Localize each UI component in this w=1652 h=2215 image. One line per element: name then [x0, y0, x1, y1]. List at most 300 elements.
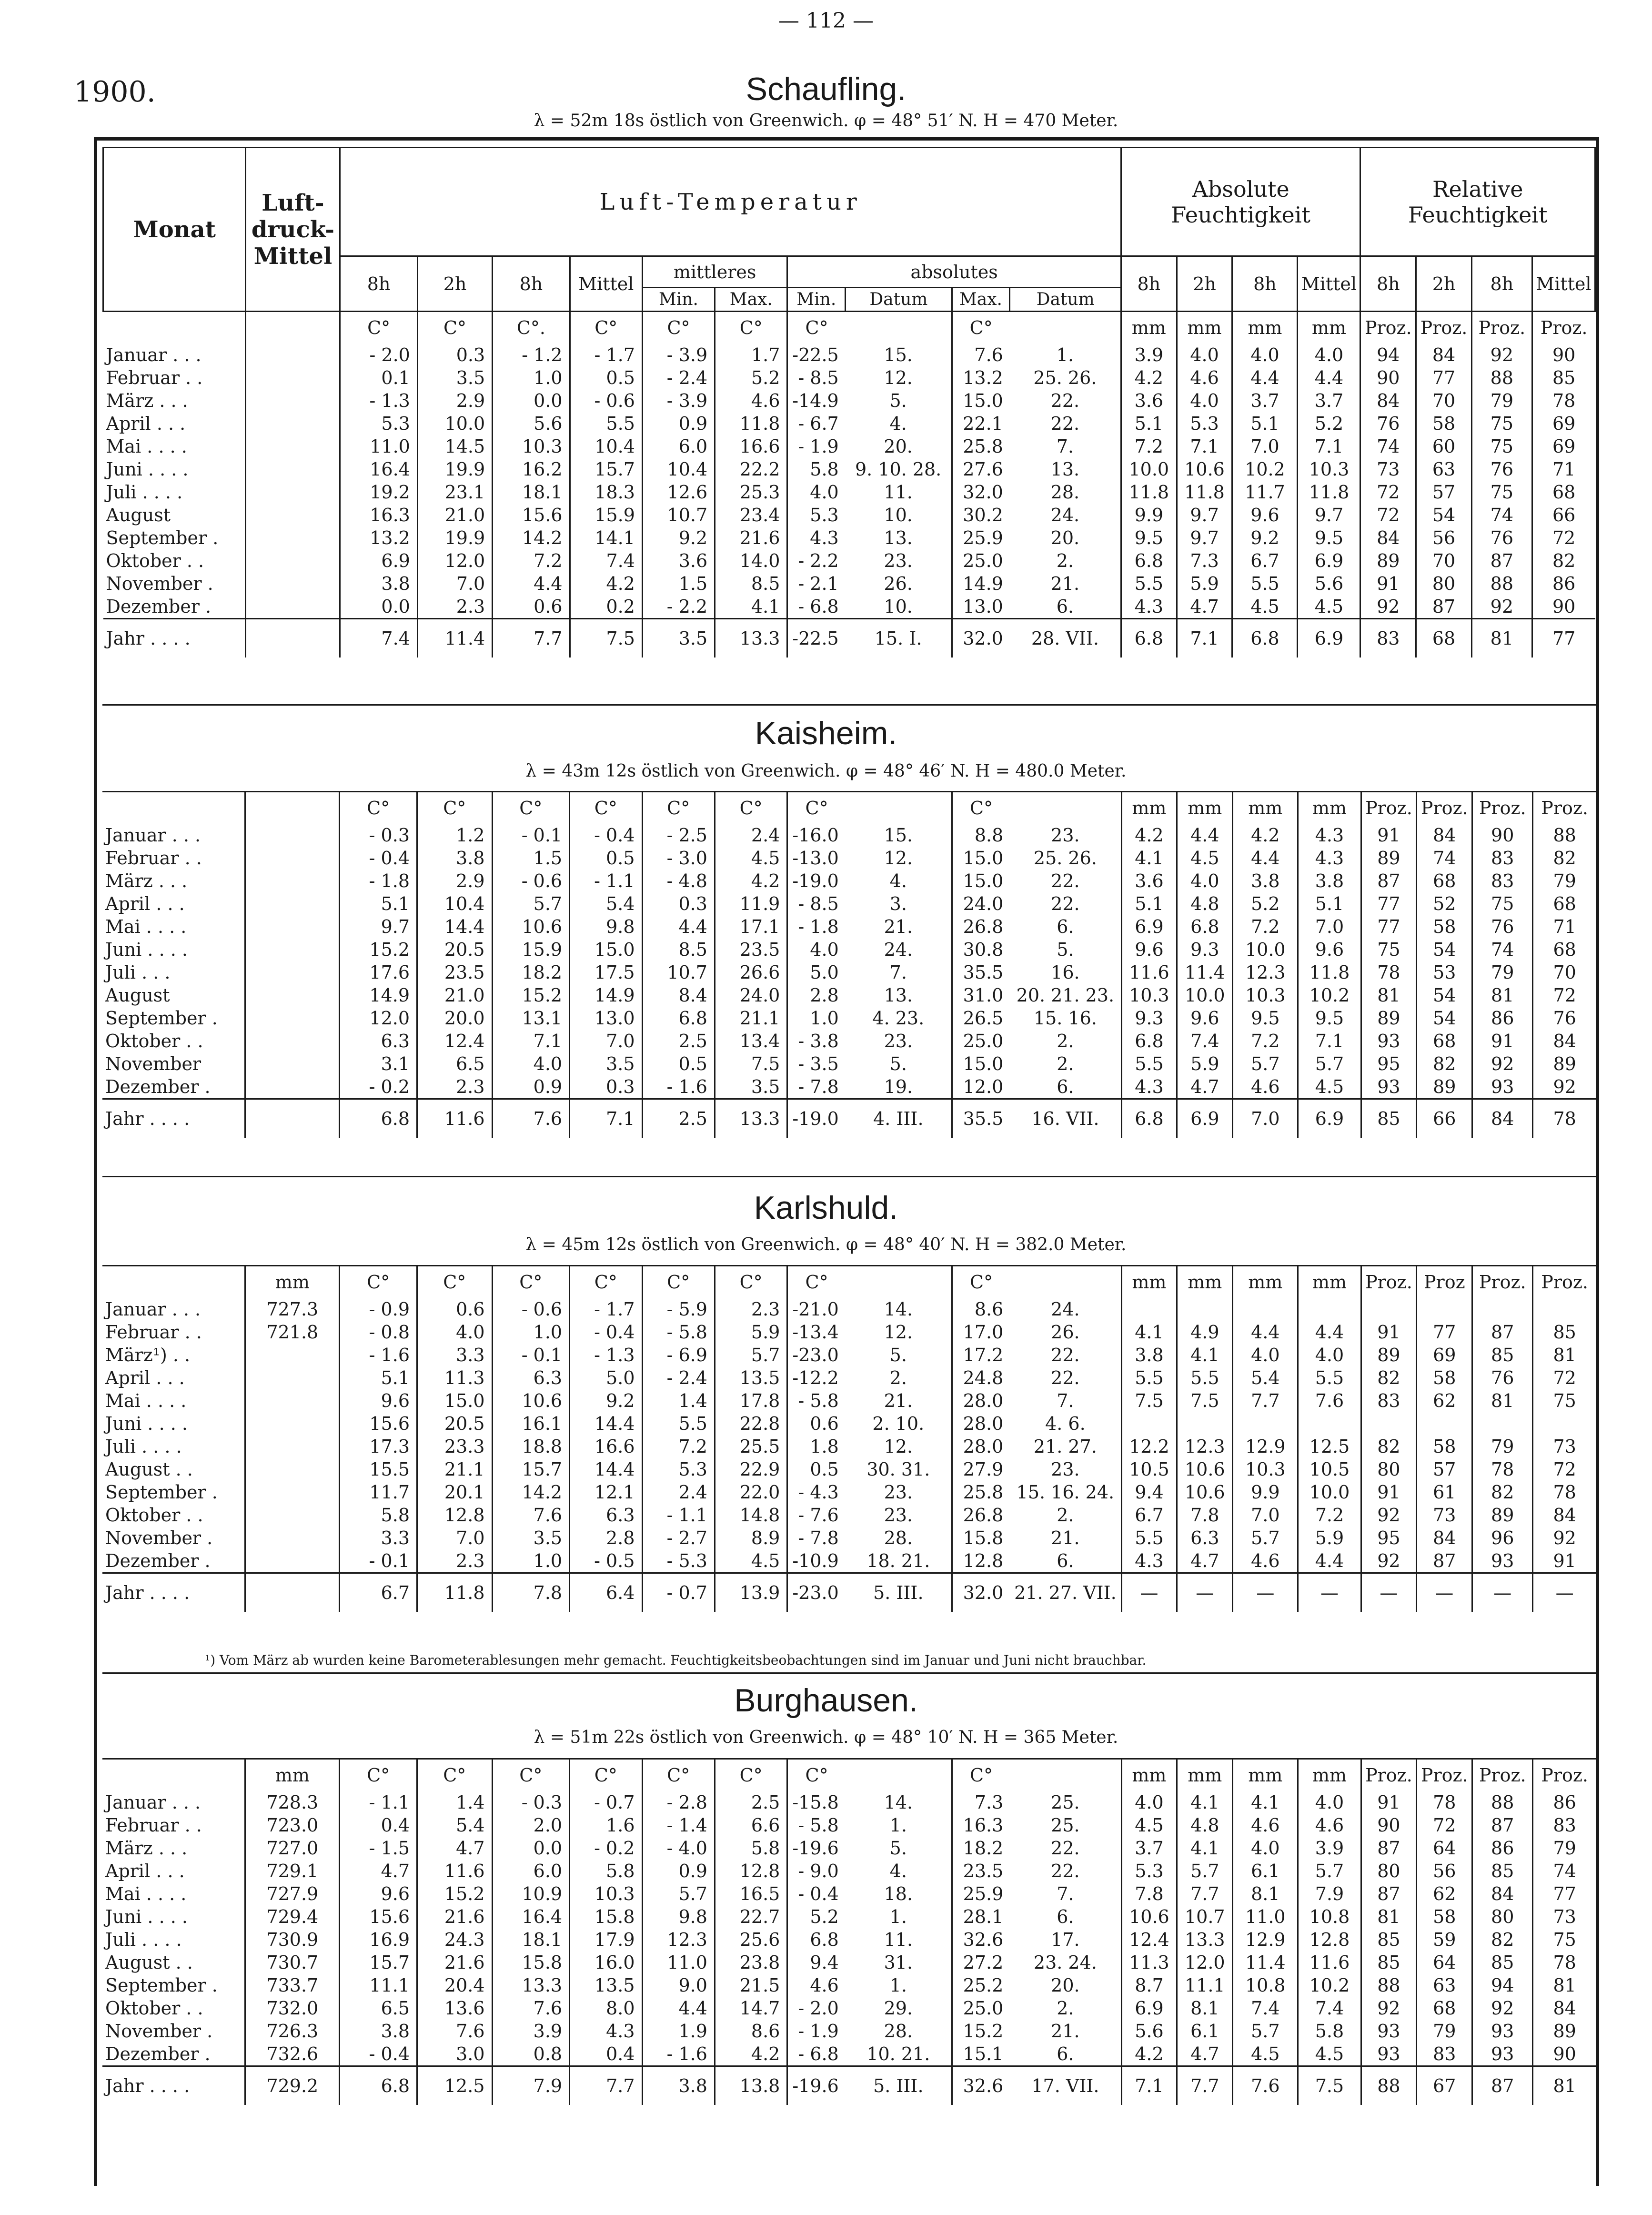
cell-abs-min-datum: 5.: [889, 1345, 907, 1365]
cell-relf-2h: 64: [1417, 1951, 1472, 1974]
table-row: [102, 824, 1596, 847]
col-relative-feuchtigkeit: [1360, 148, 1595, 256]
unit-cell: Proz.: [1472, 792, 1533, 824]
cell-temp-2h: 2.9: [417, 389, 492, 412]
cell-absf-mittel: 5.8: [1298, 2020, 1361, 2043]
cell-abs-max-datum: 20.: [1051, 1975, 1080, 1996]
cell-abs-max: 22.1: [952, 412, 1010, 435]
cell-relf-2h: 79: [1417, 2020, 1472, 2043]
cell-mittel-min: 6.0: [642, 435, 715, 458]
cell-abs-max-datum: 21.: [1050, 573, 1080, 594]
cell-absf-2h: 4.0: [1177, 870, 1233, 892]
cell-temp-8h: - 0.4: [340, 847, 417, 870]
cell-absf-8h-abends: 9.6: [1232, 504, 1298, 526]
cell-abs-min-datum: 28.: [884, 1527, 913, 1548]
cell-abs-max-datum: 21.: [1051, 2021, 1080, 2042]
cell-abs-max: 25.0: [952, 1997, 1010, 2020]
cell-absf-8h-abends: 7.0: [1233, 1099, 1298, 1138]
cell-absf-8h: 5.5: [1121, 1527, 1177, 1549]
cell-absf-8h-abends: 6.1: [1233, 1860, 1298, 1882]
cell-monat: Mai . . . .: [106, 436, 187, 457]
data-table: [102, 791, 1596, 1138]
table-row: [102, 961, 1596, 984]
cell-monat: Juni . . . .: [106, 459, 189, 480]
cell-relf-2h: 54: [1417, 1007, 1472, 1030]
cell-temp-2h: 3.3: [417, 1344, 493, 1366]
cell-absf-mittel: 7.1: [1298, 1030, 1361, 1052]
cell-absf-mittel: 4.5: [1298, 2043, 1361, 2066]
cell-absf-mittel: 3.9: [1298, 1837, 1361, 1860]
cell-monat: Dezember .: [106, 596, 212, 617]
table-row: [102, 1481, 1596, 1504]
cell-monat: Jahr . . . .: [102, 1099, 245, 1138]
cell-monat: Oktober . .: [105, 1998, 203, 2019]
cell-abs-min-datum: 10.: [884, 505, 913, 526]
cell-temp-8h: 3.3: [340, 1527, 417, 1549]
cell-temp-mittel: 3.5: [570, 1052, 642, 1075]
cell-monat: Februar . .: [105, 848, 202, 869]
cell-absf-mittel: 5.7: [1298, 1860, 1361, 1882]
cell-relf-2h: 62: [1417, 1882, 1472, 1905]
cell-abs-max: 30.8: [952, 938, 1010, 961]
unit-cell: mm: [245, 1266, 340, 1298]
cell-temp-8h: 11.7: [340, 1481, 417, 1504]
cell-absf-8h: 4.3: [1121, 1549, 1177, 1573]
cell-relf-8h: 72: [1360, 504, 1416, 526]
cell-temp-8h: 6.7: [340, 1573, 417, 1612]
cell-abs-max-datum: 25. 26.: [1033, 367, 1097, 388]
station-title: Burghausen.: [734, 1682, 918, 1719]
cell-temp-8h-abends: 18.1: [493, 481, 570, 504]
cell-relf-mittel: 75: [1533, 1928, 1596, 1951]
cell-abs-max-datum: 26.: [1051, 1322, 1080, 1343]
cell-absf-2h: 4.7: [1177, 595, 1232, 619]
cell-absf-mittel: 7.1: [1298, 435, 1360, 458]
cell-temp-mittel: 9.8: [570, 915, 642, 938]
cell-relf-mittel: 69: [1532, 435, 1595, 458]
cell-absf-8h-abends: 7.0: [1232, 435, 1298, 458]
cell-relf-8h-abends: 83: [1472, 870, 1533, 892]
cell-relf-8h-abends: 93: [1472, 2043, 1533, 2066]
cell-absf-8h-abends: 11.4: [1233, 1951, 1298, 1974]
cell-absf-8h-abends: 7.4: [1233, 1997, 1298, 2020]
cell-luftdruck: [245, 938, 340, 961]
cell-temp-8h-abends: 18.2: [492, 961, 570, 984]
cell-monat: Juli . . . .: [105, 1436, 182, 1457]
cell-temp-2h: 11.6: [417, 1860, 493, 1882]
cell-absf-2h: 4.0: [1177, 344, 1232, 366]
cell-mittel-min: 5.5: [642, 1412, 715, 1435]
cell-abs-max-datum: 22.: [1051, 870, 1080, 891]
cell-temp-2h: 20.5: [417, 1412, 493, 1435]
cell-luftdruck: 728.3: [245, 1791, 340, 1814]
unit-cell: Proz.: [1416, 312, 1472, 344]
cell-monat: Juli . . .: [105, 962, 171, 983]
station-coords: λ = 52m 18s östlich von Greenwich. φ = 48° 51′ N. H = 470 Meter.: [534, 111, 1118, 131]
cell-mittel-min: - 5.9: [642, 1298, 715, 1321]
cell-abs-min: 5.3: [787, 504, 846, 526]
cell-abs-min-datum: 12.: [884, 1436, 913, 1457]
cell-abs-min-datum: 28.: [884, 2021, 913, 2042]
cell-temp-8h: - 0.8: [340, 1321, 417, 1344]
cell-mittel-min: 2.4: [642, 1481, 715, 1504]
cell-temp-8h-abends: 10.9: [492, 1882, 570, 1905]
unit-cell: [1010, 1266, 1121, 1298]
cell-relf-8h: 83: [1360, 619, 1416, 658]
cell-absf-8h-abends: 10.0: [1233, 938, 1298, 961]
cell-abs-min: - 5.8: [787, 1814, 846, 1837]
cell-relf-8h: 78: [1361, 961, 1417, 984]
cell-temp-mittel: 6.3: [570, 1504, 642, 1527]
table-row: [102, 1527, 1596, 1549]
cell-absf-mittel: 4.6: [1298, 1814, 1361, 1837]
cell-absf-mittel: [1298, 1412, 1361, 1435]
unit-cell: C°: [492, 1266, 570, 1298]
cell-abs-max-datum: 25.: [1051, 1815, 1080, 1836]
cell-relf-2h: 68: [1417, 870, 1472, 892]
cell-abs-max: 7.3: [952, 1791, 1010, 1814]
cell-relf-2h: 70: [1416, 389, 1472, 412]
cell-luftdruck: 733.7: [245, 1974, 340, 1997]
cell-luftdruck: [245, 915, 340, 938]
cell-absf-mittel: 6.9: [1298, 1099, 1361, 1138]
cell-relf-8h-abends: 76: [1471, 526, 1532, 549]
cell-relf-8h: 77: [1361, 915, 1417, 938]
cell-mittel-max: 14.8: [715, 1504, 787, 1527]
cell-abs-min: - 3.8: [787, 1030, 846, 1052]
hdr-mittleres: mittleres: [642, 256, 787, 288]
cell-abs-max-datum: 6.: [1057, 1550, 1074, 1571]
cell-abs-max-datum: 23.: [1051, 825, 1080, 846]
cell-temp-8h: - 0.3: [340, 824, 417, 847]
cell-temp-mittel: 17.5: [570, 961, 642, 984]
cell-abs-min-datum: 21.: [884, 916, 913, 937]
cell-temp-mittel: 13.0: [570, 1007, 642, 1030]
cell-absf-2h: 4.4: [1177, 824, 1233, 847]
unit-cell: mm: [1298, 792, 1361, 824]
cell-luftdruck: [245, 892, 340, 915]
cell-absf-mittel: 6.9: [1298, 619, 1360, 658]
cell-mittel-min: 3.8: [642, 2066, 715, 2105]
cell-absf-8h-abends: 3.7: [1232, 389, 1298, 412]
unit-cell: C°: [570, 312, 642, 344]
cell-abs-min-datum: 14.: [884, 1792, 913, 1813]
cell-abs-max: 30.2: [952, 504, 1010, 526]
cell-absf-mittel: 5.7: [1298, 1052, 1361, 1075]
cell-absf-8h-abends: 10.3: [1233, 984, 1298, 1007]
unit-cell: mm: [1121, 312, 1177, 344]
cell-temp-2h: 15.0: [417, 1389, 493, 1412]
cell-abs-max-datum: 22.: [1051, 1367, 1080, 1388]
cell-abs-max: 28.0: [952, 1412, 1010, 1435]
cell-relf-8h: 80: [1361, 1458, 1417, 1481]
cell-absf-2h: 9.7: [1177, 526, 1232, 549]
unit-cell: C°: [715, 1759, 787, 1791]
cell-abs-max-datum: 17.: [1051, 1929, 1080, 1950]
unit-cell: C°: [570, 1266, 642, 1298]
cell-abs-min-datum: 5.: [889, 1053, 907, 1074]
cell-abs-min: - 7.8: [787, 1527, 846, 1549]
cell-temp-8h-abends: 1.0: [492, 1321, 570, 1344]
cell-absf-8h-abends: —: [1233, 1573, 1298, 1612]
cell-relf-8h-abends: 76: [1472, 1366, 1533, 1389]
cell-relf-8h: 73: [1360, 458, 1416, 481]
cell-mittel-min: - 6.9: [642, 1344, 715, 1366]
cell-luftdruck: [245, 1435, 340, 1458]
cell-temp-8h-abends: 7.2: [493, 549, 570, 572]
cell-temp-mittel: 10.3: [570, 1882, 642, 1905]
cell-temp-8h-abends: 5.7: [492, 892, 570, 915]
cell-monat: Januar . . .: [105, 1299, 201, 1320]
cell-absf-8h-abends: 4.4: [1233, 1321, 1298, 1344]
cell-luftdruck: [245, 961, 340, 984]
cell-absf-8h: 6.9: [1121, 915, 1177, 938]
cell-temp-mittel: 14.9: [570, 984, 642, 1007]
cell-absf-mittel: 4.5: [1298, 1075, 1361, 1099]
cell-temp-8h-abends: 7.6: [492, 1099, 570, 1138]
cell-abs-min-datum: 1.: [889, 1975, 907, 1996]
cell-absf-mittel: 11.6: [1298, 1951, 1361, 1974]
cell-absf-mittel: 4.4: [1298, 366, 1360, 389]
cell-relf-2h: 53: [1417, 961, 1472, 984]
cell-temp-8h-abends: 6.0: [492, 1860, 570, 1882]
cell-absf-8h-abends: 4.5: [1233, 2043, 1298, 2066]
cell-relf-mittel: 77: [1533, 1882, 1596, 1905]
cell-abs-max-datum: 15. 16.: [1033, 1008, 1097, 1029]
cell-absf-8h-abends: 12.3: [1233, 961, 1298, 984]
cell-temp-8h-abends: 7.8: [492, 1573, 570, 1612]
cell-temp-mittel: 5.5: [570, 412, 642, 435]
cell-abs-max: 28.0: [952, 1389, 1010, 1412]
cell-absf-mittel: 12.8: [1298, 1928, 1361, 1951]
cell-absf-8h-abends: 10.3: [1233, 1458, 1298, 1481]
cell-abs-min: - 2.0: [787, 1997, 846, 2020]
cell-temp-2h: 12.5: [417, 2066, 493, 2105]
cell-monat: Jahr . . . .: [102, 1573, 245, 1612]
cell-luftdruck: [246, 412, 340, 435]
cell-abs-max-datum: 21. 27.: [1033, 1436, 1097, 1457]
cell-absf-2h: 5.5: [1177, 1366, 1233, 1389]
cell-relf-2h: 56: [1416, 526, 1472, 549]
cell-abs-min-datum: 23.: [884, 1482, 913, 1503]
unit-cell: C°: [715, 312, 787, 344]
cell-monat: März . . .: [105, 870, 188, 891]
cell-abs-max-datum: 6.: [1057, 1906, 1074, 1927]
cell-temp-2h: 3.0: [417, 2043, 493, 2066]
year-row: [102, 1573, 1596, 1612]
cell-absf-mittel: 10.2: [1298, 1974, 1361, 1997]
cell-mittel-max: 13.3: [715, 1099, 787, 1138]
cell-relf-2h: 59: [1417, 1928, 1472, 1951]
cell-relf-mittel: 82: [1532, 549, 1595, 572]
unit-cell: C°: [952, 312, 1010, 344]
cell-abs-max: 8.6: [952, 1298, 1010, 1321]
cell-relf-2h: 89: [1417, 1075, 1472, 1099]
cell-relf-8h: 91: [1361, 1791, 1417, 1814]
cell-temp-8h-abends: 7.6: [492, 1504, 570, 1527]
unit-cell: mm: [1233, 1759, 1298, 1791]
cell-relf-8h-abends: 92: [1472, 1997, 1533, 2020]
hdr-min: Min.: [642, 288, 715, 312]
cell-absf-mittel: 9.7: [1298, 504, 1360, 526]
cell-abs-max: 15.1: [952, 2043, 1010, 2066]
unit-cell: mm: [1177, 1759, 1233, 1791]
cell-temp-mittel: 5.8: [570, 1860, 642, 1882]
cell-abs-max-datum: 24.: [1050, 505, 1080, 526]
cell-mittel-max: 13.3: [715, 619, 787, 658]
cell-abs-max: 25.2: [952, 1974, 1010, 1997]
unit-cell: mm: [1298, 1759, 1361, 1791]
cell-temp-8h-abends: 10.6: [492, 1389, 570, 1412]
unit-cell: mm: [1121, 792, 1177, 824]
cell-absf-8h-abends: 7.2: [1233, 1030, 1298, 1052]
table-row: [102, 1030, 1596, 1052]
cell-luftdruck: [245, 1458, 340, 1481]
unit-cell: Proz.: [1361, 1759, 1417, 1791]
cell-absf-8h: 3.6: [1121, 870, 1177, 892]
cell-abs-min-datum: 23.: [884, 1031, 913, 1052]
cell-monat: März . . .: [106, 390, 188, 411]
cell-absf-8h: 10.3: [1121, 984, 1177, 1007]
cell-relf-8h: 82: [1361, 1366, 1417, 1389]
cell-abs-max: 15.0: [952, 847, 1010, 870]
cell-luftdruck: 721.8: [245, 1321, 340, 1344]
cell-relf-8h: —: [1361, 1573, 1417, 1612]
cell-mittel-min: - 2.7: [642, 1527, 715, 1549]
cell-relf-mittel: 90: [1532, 595, 1595, 619]
table-row: [102, 1974, 1596, 1997]
table-row: [102, 1007, 1596, 1030]
cell-temp-8h: 5.1: [340, 1366, 417, 1389]
cell-temp-2h: 12.4: [417, 1030, 493, 1052]
cell-mittel-min: 5.3: [642, 1458, 715, 1481]
table-row: [102, 1344, 1596, 1366]
cell-abs-min-datum: 5. III.: [846, 1573, 952, 1612]
cell-absf-2h: 4.5: [1177, 847, 1233, 870]
cell-abs-min: - 6.8: [787, 2043, 846, 2066]
cell-mittel-min: 8.5: [642, 938, 715, 961]
cell-mittel-min: 5.7: [642, 1882, 715, 1905]
cell-relf-8h: 90: [1360, 366, 1416, 389]
cell-absf-8h: 5.1: [1121, 412, 1177, 435]
cell-absf-2h: 4.0: [1177, 389, 1232, 412]
cell-absf-8h: 6.8: [1121, 1099, 1177, 1138]
cell-relf-8h-abends: 79: [1471, 389, 1532, 412]
cell-luftdruck: [245, 1573, 340, 1612]
cell-luftdruck: 727.9: [245, 1882, 340, 1905]
cell-temp-8h-abends: 15.2: [492, 984, 570, 1007]
cell-relf-8h-abends: 90: [1472, 824, 1533, 847]
cell-mittel-min: - 2.8: [642, 1791, 715, 1814]
cell-temp-8h: 11.0: [340, 435, 417, 458]
cell-temp-mittel: 14.4: [570, 1412, 642, 1435]
cell-luftdruck: [246, 526, 340, 549]
cell-abs-min: - 2.2: [787, 549, 846, 572]
cell-relf-mittel: —: [1533, 1573, 1596, 1612]
cell-mittel-min: - 3.9: [642, 344, 715, 366]
cell-absf-8h: 4.2: [1121, 366, 1177, 389]
cell-abs-min: 4.0: [787, 938, 846, 961]
cell-temp-mittel: 0.5: [570, 366, 642, 389]
year-row: [102, 2066, 1596, 2105]
cell-relf-mittel: 72: [1533, 1458, 1596, 1481]
cell-temp-2h: 11.3: [417, 1366, 493, 1389]
cell-relf-mittel: [1533, 1412, 1596, 1435]
cell-mittel-max: 2.4: [715, 824, 787, 847]
cell-absf-8h: 4.0: [1121, 1791, 1177, 1814]
cell-temp-8h: 5.1: [340, 892, 417, 915]
cell-abs-max: 12.0: [952, 1075, 1010, 1099]
cell-abs-max: 23.5: [952, 1860, 1010, 1882]
cell-absf-8h-abends: 4.0: [1233, 1344, 1298, 1366]
cell-monat: November: [105, 1053, 201, 1074]
cell-abs-min-datum: 9. 10. 28.: [855, 459, 942, 480]
cell-abs-max: 27.2: [952, 1951, 1010, 1974]
cell-temp-8h-abends: - 0.3: [492, 1791, 570, 1814]
cell-abs-min-datum: 21.: [884, 1390, 913, 1411]
unit-cell: mm: [1177, 792, 1233, 824]
unit-cell: [846, 1759, 952, 1791]
station-coords: λ = 45m 12s östlich von Greenwich. φ = 48° 40′ N. H = 382.0 Meter.: [525, 1235, 1127, 1254]
cell-temp-2h: 4.0: [417, 1321, 493, 1344]
cell-temp-8h: 11.1: [340, 1974, 417, 1997]
hdr-datum: Datum: [1010, 288, 1121, 312]
unit-cell: mm: [1121, 1266, 1177, 1298]
cell-abs-min: 1.0: [787, 1007, 846, 1030]
cell-abs-min: - 1.9: [787, 435, 846, 458]
cell-absf-8h-abends: 4.4: [1232, 366, 1298, 389]
unit-cell: C°: [492, 792, 570, 824]
cell-relf-8h-abends: 93: [1472, 1075, 1533, 1099]
cell-relf-8h: 84: [1360, 389, 1416, 412]
cell-abs-max: 25.0: [952, 1030, 1010, 1052]
cell-absf-2h: 11.1: [1177, 1974, 1233, 1997]
cell-relf-2h: 77: [1417, 1321, 1472, 1344]
cell-mittel-max: 24.0: [715, 984, 787, 1007]
unit-cell: C°: [570, 792, 642, 824]
cell-abs-min-datum: 5.: [889, 390, 907, 411]
cell-abs-min-datum: 4.: [889, 1861, 907, 1881]
cell-temp-mittel: 15.7: [570, 458, 642, 481]
cell-absf-8h: 4.5: [1121, 1814, 1177, 1837]
cell-temp-8h: - 0.4: [340, 2043, 417, 2066]
cell-mittel-max: 14.7: [715, 1997, 787, 2020]
cell-abs-min: -21.0: [787, 1298, 846, 1321]
cell-abs-min: 0.5: [787, 1458, 846, 1481]
cell-absf-8h: 9.6: [1121, 938, 1177, 961]
cell-mittel-max: 17.8: [715, 1389, 787, 1412]
table-row: [103, 458, 1595, 481]
cell-relf-2h: 70: [1416, 549, 1472, 572]
cell-temp-2h: 19.9: [417, 526, 492, 549]
data-table: [102, 147, 1596, 657]
cell-mittel-min: 0.5: [642, 1052, 715, 1075]
cell-temp-2h: 11.4: [417, 619, 492, 658]
cell-temp-8h-abends: 3.9: [492, 2020, 570, 2043]
cell-abs-max: 24.8: [952, 1366, 1010, 1389]
cell-absf-8h: —: [1121, 1573, 1177, 1612]
cell-temp-mittel: 4.2: [570, 572, 642, 595]
cell-abs-max: 28.1: [952, 1905, 1010, 1928]
cell-absf-8h: [1121, 1298, 1177, 1321]
cell-absf-2h: 7.3: [1177, 549, 1232, 572]
cell-mittel-min: - 1.4: [642, 1814, 715, 1837]
cell-temp-8h: - 1.6: [340, 1344, 417, 1366]
cell-abs-max-datum: 2.: [1057, 1505, 1074, 1526]
cell-relf-8h: 92: [1361, 1504, 1417, 1527]
cell-absf-8h: 3.6: [1121, 389, 1177, 412]
table-row: [102, 1458, 1596, 1481]
